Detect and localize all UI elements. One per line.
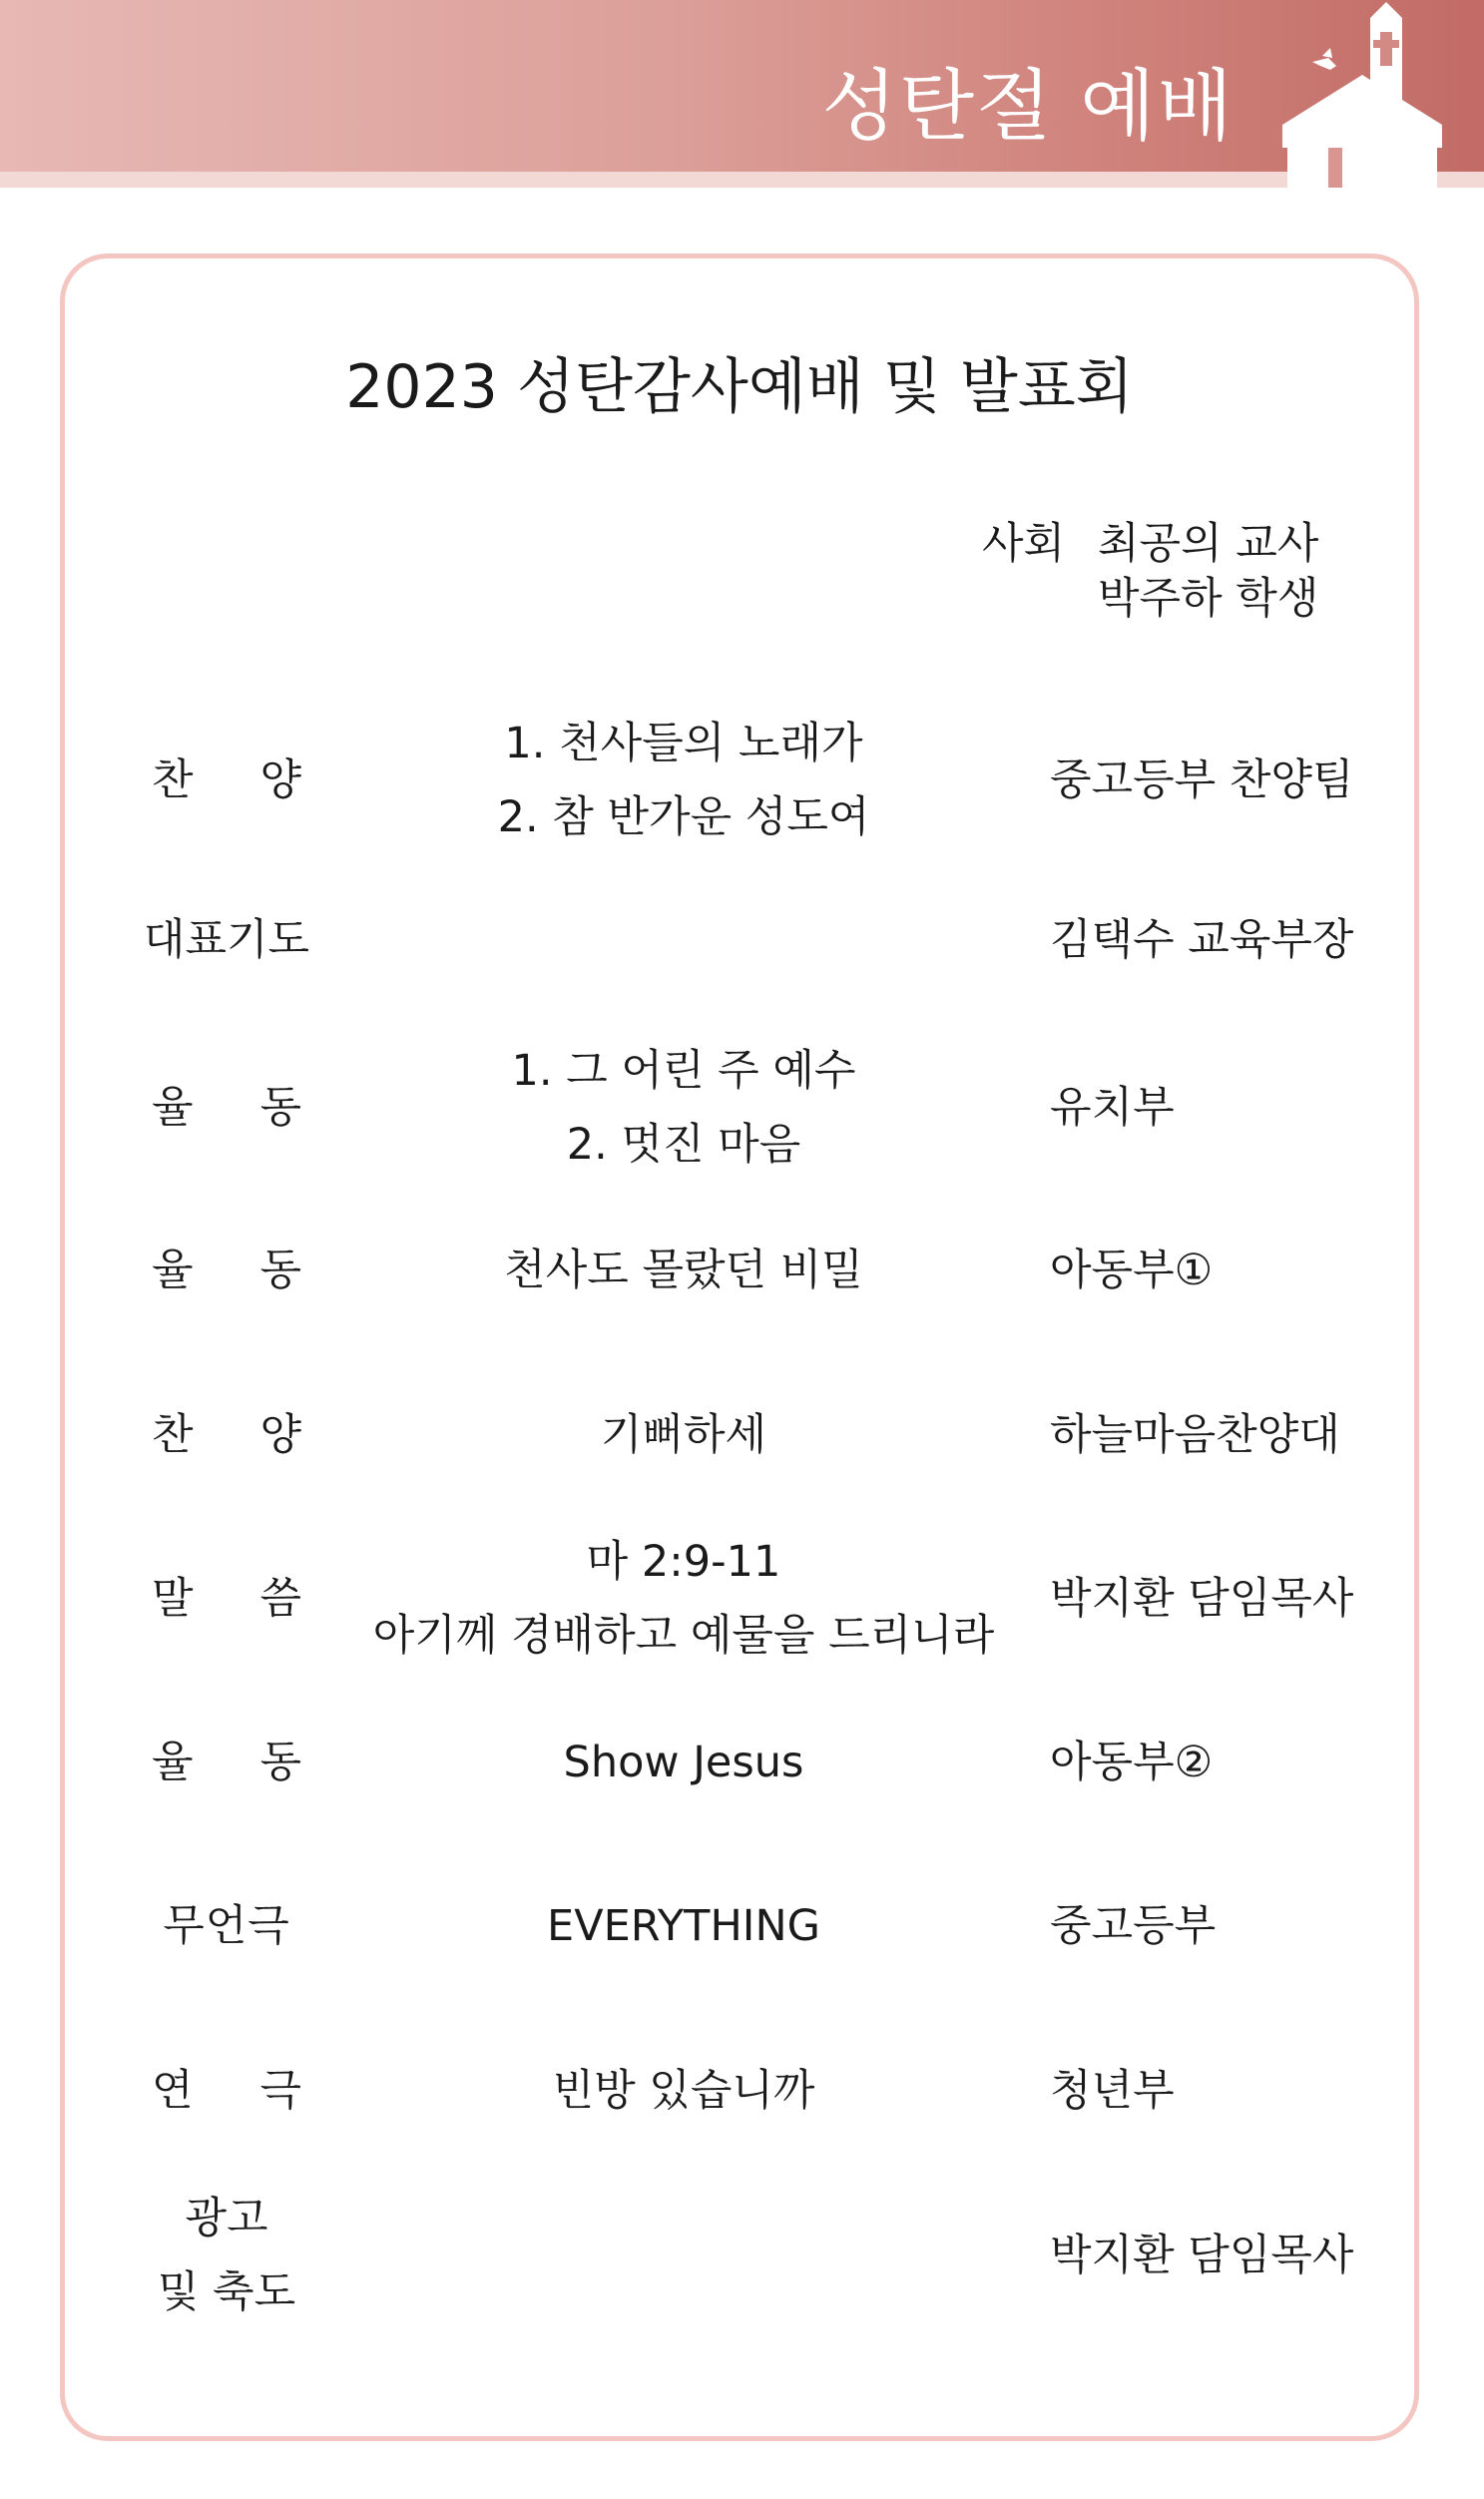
label-part: 율 — [152, 1246, 194, 1295]
content-line: 천사도 몰랐던 비밀 — [504, 1246, 863, 1295]
label-part: 찬 — [152, 1410, 194, 1460]
row-label — [143, 903, 310, 977]
program-row — [0, 1234, 1484, 1307]
row-content — [364, 1398, 1003, 1472]
label-part: 무언극 — [163, 1901, 290, 1951]
row-label — [152, 1398, 301, 1472]
content-line: 1. 천사들의 노래가 — [504, 719, 863, 768]
program-title: 2023 성탄감사예배 및 발표회 — [345, 352, 1134, 422]
row-label — [152, 2182, 301, 2329]
row-content — [364, 1889, 1003, 1963]
row-content — [364, 1525, 1003, 1673]
row-performer: 김택수 교육부장 — [1050, 915, 1354, 965]
program-row — [0, 903, 1484, 977]
row-performer: 아동부② — [1050, 1738, 1214, 1787]
row-content — [364, 2054, 1003, 2128]
content-line: 2. 멋진 마음 — [566, 1120, 801, 1170]
row-performer: 중고등부 찬양팀 — [1050, 755, 1354, 805]
label-part: 연 — [152, 2066, 194, 2116]
header-banner — [0, 0, 1484, 188]
program-row — [0, 1034, 1484, 1182]
row-performer: 유치부 — [1050, 1083, 1175, 1133]
row-label — [152, 707, 301, 854]
row-content — [364, 1034, 1003, 1182]
row-label — [152, 1034, 301, 1182]
church-icon — [1272, 0, 1472, 188]
label-part: 동 — [259, 1738, 301, 1787]
header-stripe — [0, 172, 1484, 188]
row-label — [152, 1889, 301, 1963]
label-part: 양 — [259, 1410, 301, 1460]
row-performer: 아동부① — [1050, 1246, 1214, 1295]
program-row — [0, 2054, 1484, 2128]
content-line: 기뻐하세 — [600, 1410, 767, 1460]
host-names — [1098, 517, 1318, 627]
label-part: 광고 — [185, 2194, 268, 2244]
program-row — [0, 2182, 1484, 2329]
label-part: 동 — [259, 1246, 301, 1295]
content-line: EVERYTHING — [547, 1901, 820, 1951]
row-performer: 중고등부 — [1050, 1901, 1217, 1951]
program-row — [0, 1525, 1484, 1673]
row-performer: 박지환 담임목사 — [1050, 2231, 1354, 2280]
label-part: 씀 — [259, 1574, 301, 1624]
content-line: 아기께 경배하고 예물을 드리니라 — [372, 1611, 995, 1661]
label-part: 동 — [259, 1083, 301, 1133]
host-name: 박주하 학생 — [1098, 574, 1319, 624]
row-performer: 하늘마음찬양대 — [1050, 1410, 1340, 1460]
label-part: 율 — [152, 1083, 194, 1133]
program-row — [0, 1889, 1484, 1963]
content-line: 2. 참 반가운 성도여 — [497, 792, 870, 842]
program-row — [0, 1726, 1484, 1799]
label-part: 양 — [259, 755, 301, 805]
row-label — [152, 1726, 301, 1799]
row-performer: 청년부 — [1050, 2066, 1175, 2116]
label-part: 말 — [152, 1574, 194, 1624]
label-part: 율 — [152, 1738, 194, 1787]
program-row — [0, 1398, 1484, 1472]
label-part: 및 축도 — [157, 2267, 296, 2317]
host-name: 최공의 교사 — [1098, 519, 1319, 569]
row-label — [152, 2054, 301, 2128]
row-performer: 박지환 담임목사 — [1050, 1574, 1354, 1624]
row-content — [364, 707, 1003, 854]
header-title: 성탄절 예배 — [821, 62, 1235, 152]
row-content — [364, 1726, 1003, 1799]
content-line: 마 2:9-11 — [586, 1537, 781, 1587]
program-row — [0, 707, 1484, 854]
label-part: 대표기도 — [143, 915, 310, 965]
row-label — [152, 1234, 301, 1307]
row-content — [364, 1234, 1003, 1307]
content-line: 1. 그 어린 주 예수 — [511, 1046, 856, 1096]
content-line: Show Jesus — [563, 1738, 804, 1787]
content-line: 빈방 있습니까 — [552, 2066, 815, 2116]
host-label: 사회 — [982, 519, 1066, 569]
label-part: 찬 — [152, 755, 194, 805]
label-part: 극 — [259, 2066, 301, 2116]
row-label — [152, 1525, 301, 1673]
